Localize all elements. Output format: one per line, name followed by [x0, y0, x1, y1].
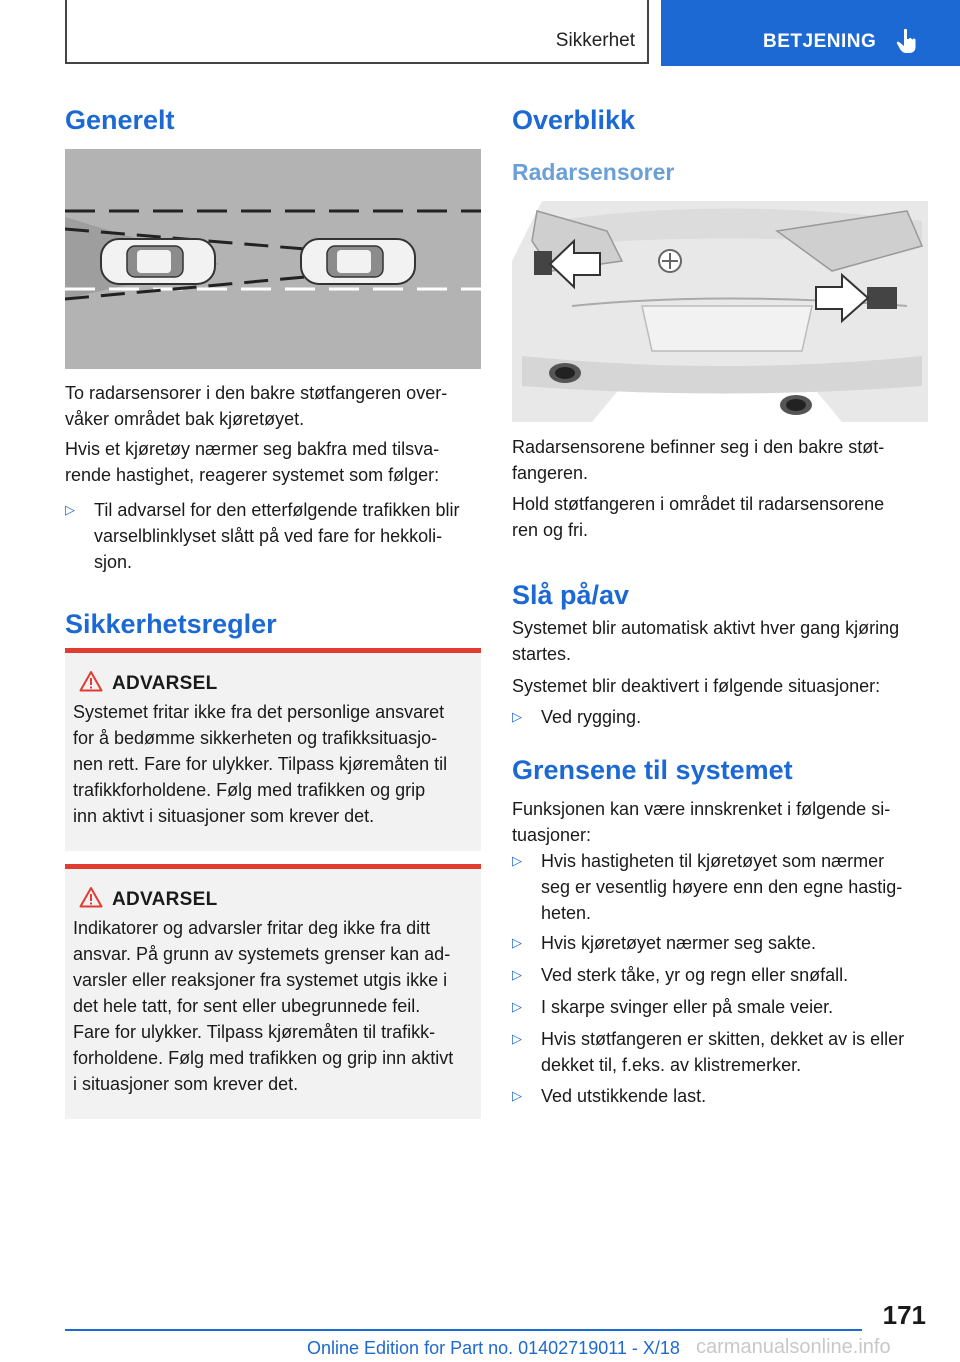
watermark: carmanualsonline.info [696, 1336, 891, 1358]
bullet-triangle-icon: ▷ [512, 1031, 522, 1046]
bullet-triangle-icon: ▷ [512, 967, 522, 982]
paragraph-auto-active: Systemet blir automatisk aktivt hver gang kjøring startes. [512, 618, 900, 664]
paragraph-deactivated: Systemet blir deaktivert i følgende situasjoner: [512, 676, 881, 696]
list-item-text: Hvis støtfangeren er skitten, dekket av is eller dekket til, f.eks. av klistremerker. [541, 1029, 905, 1075]
bullet-triangle-icon: ▷ [512, 1088, 522, 1103]
warning-title: ADVARSEL [112, 673, 218, 694]
paragraph-radar-location: Radarsensorene befinner seg i den bakre støt‐ fangeren. [512, 437, 885, 483]
figure-traffic-illustration [65, 149, 481, 369]
list-item-text: Ved utstikkende last. [541, 1086, 707, 1106]
hand-pointer-icon [896, 28, 918, 54]
warning-rule [65, 648, 481, 653]
car-ahead [301, 239, 415, 284]
warning-triangle-icon [79, 670, 103, 692]
heading-sikkerhetsregler: Sikkerhetsregler [65, 609, 277, 639]
bullet-triangle-icon: ▷ [512, 853, 522, 868]
heading-overblikk: Overblikk [512, 105, 636, 135]
bullet-triangle-icon: ▷ [512, 935, 522, 950]
list-item-text: Til advarsel for den etterfølgende trafikken blir varselblinklyset slått på ved fare for hekkoli‐ sjon. [94, 500, 460, 572]
figure-rear-bumper [512, 201, 928, 422]
warning-title: ADVARSEL [112, 889, 218, 910]
chapter-title: BETJENING [763, 31, 877, 52]
footer-divider [65, 1329, 862, 1331]
list-item-text: Hvis hastigheten til kjøretøyet som nærmer seg er vesentlig høyere enn den egne hastig‐ heten. [541, 851, 903, 923]
bullet-triangle-icon: ▷ [65, 502, 75, 517]
heading-grensene: Grensene til systemet [512, 755, 793, 785]
paragraph-behavior: Hvis et kjøretøy nærmer seg bakfra med tilsva‐ rende hastighet, reagerer systemet som følger: [65, 439, 440, 485]
header-section-box [65, 0, 649, 64]
warning-box [65, 648, 481, 851]
page-number: 171 [882, 1300, 926, 1330]
rear-bumper-diagram [512, 201, 928, 422]
bullet-triangle-icon: ▷ [512, 709, 522, 724]
warning-text: Indikatorer og advarsler fritar deg ikke fra ditt ansvar. På grunn av systemets grenser kan ad‐ varsler eller reaksjoner fra systemet utgis ikke i det hele tatt, for sent eller ubegrunnede feil. Fare for ulykker. Tilpass kjøremåten til trafikk‐ forholdene. Følg med trafikken og grip inn aktivt i situasjoner som krever det. [73, 918, 454, 1094]
footer-edition: Online Edition for Part no. 01402719011 - X/18 [307, 1338, 680, 1358]
list-item-text: Hvis kjøretøyet nærmer seg sakte. [541, 933, 817, 953]
bullet-triangle-icon: ▷ [512, 999, 522, 1014]
paragraph-radar-clean: Hold støtfangeren i området til radarsensorene ren og fri. [512, 494, 885, 540]
warning-rule [65, 864, 481, 869]
warning-text: Systemet fritar ikke fra det personlige ansvaret for å bedømme sikkerheten og trafikksituasjo‐ nen rett. Fare for ulykker. Tilpass kjøremåten til trafikkforholdene. Følg med trafikken og grip inn aktivt i situasjoner som krever det. [73, 702, 448, 826]
paragraph-limits: Funksjonen kan være innskrenket i følgende si‐ tuasjoner: [512, 799, 891, 845]
list-item-text: Ved rygging. [541, 707, 642, 727]
list-item-text: I skarpe svinger eller på smale veier. [541, 997, 834, 1017]
car-following [101, 239, 215, 284]
heading-generelt: Generelt [65, 105, 175, 135]
section-title: Sikkerhet [555, 30, 635, 51]
warning-box [65, 864, 481, 1119]
chapter-tab[interactable] [661, 0, 960, 66]
list-item-text: Ved sterk tåke, yr og regn eller snøfall. [541, 965, 849, 985]
warning-triangle-icon [79, 886, 103, 908]
heading-radarsensorer: Radarsensorer [512, 159, 675, 185]
paragraph-intro: To radarsensorer i den bakre støtfangeren over‐ våker området bak kjøretøyet. [65, 383, 448, 429]
road-diagram [65, 149, 481, 369]
heading-sla-pa-av: Slå på/av [512, 580, 630, 610]
